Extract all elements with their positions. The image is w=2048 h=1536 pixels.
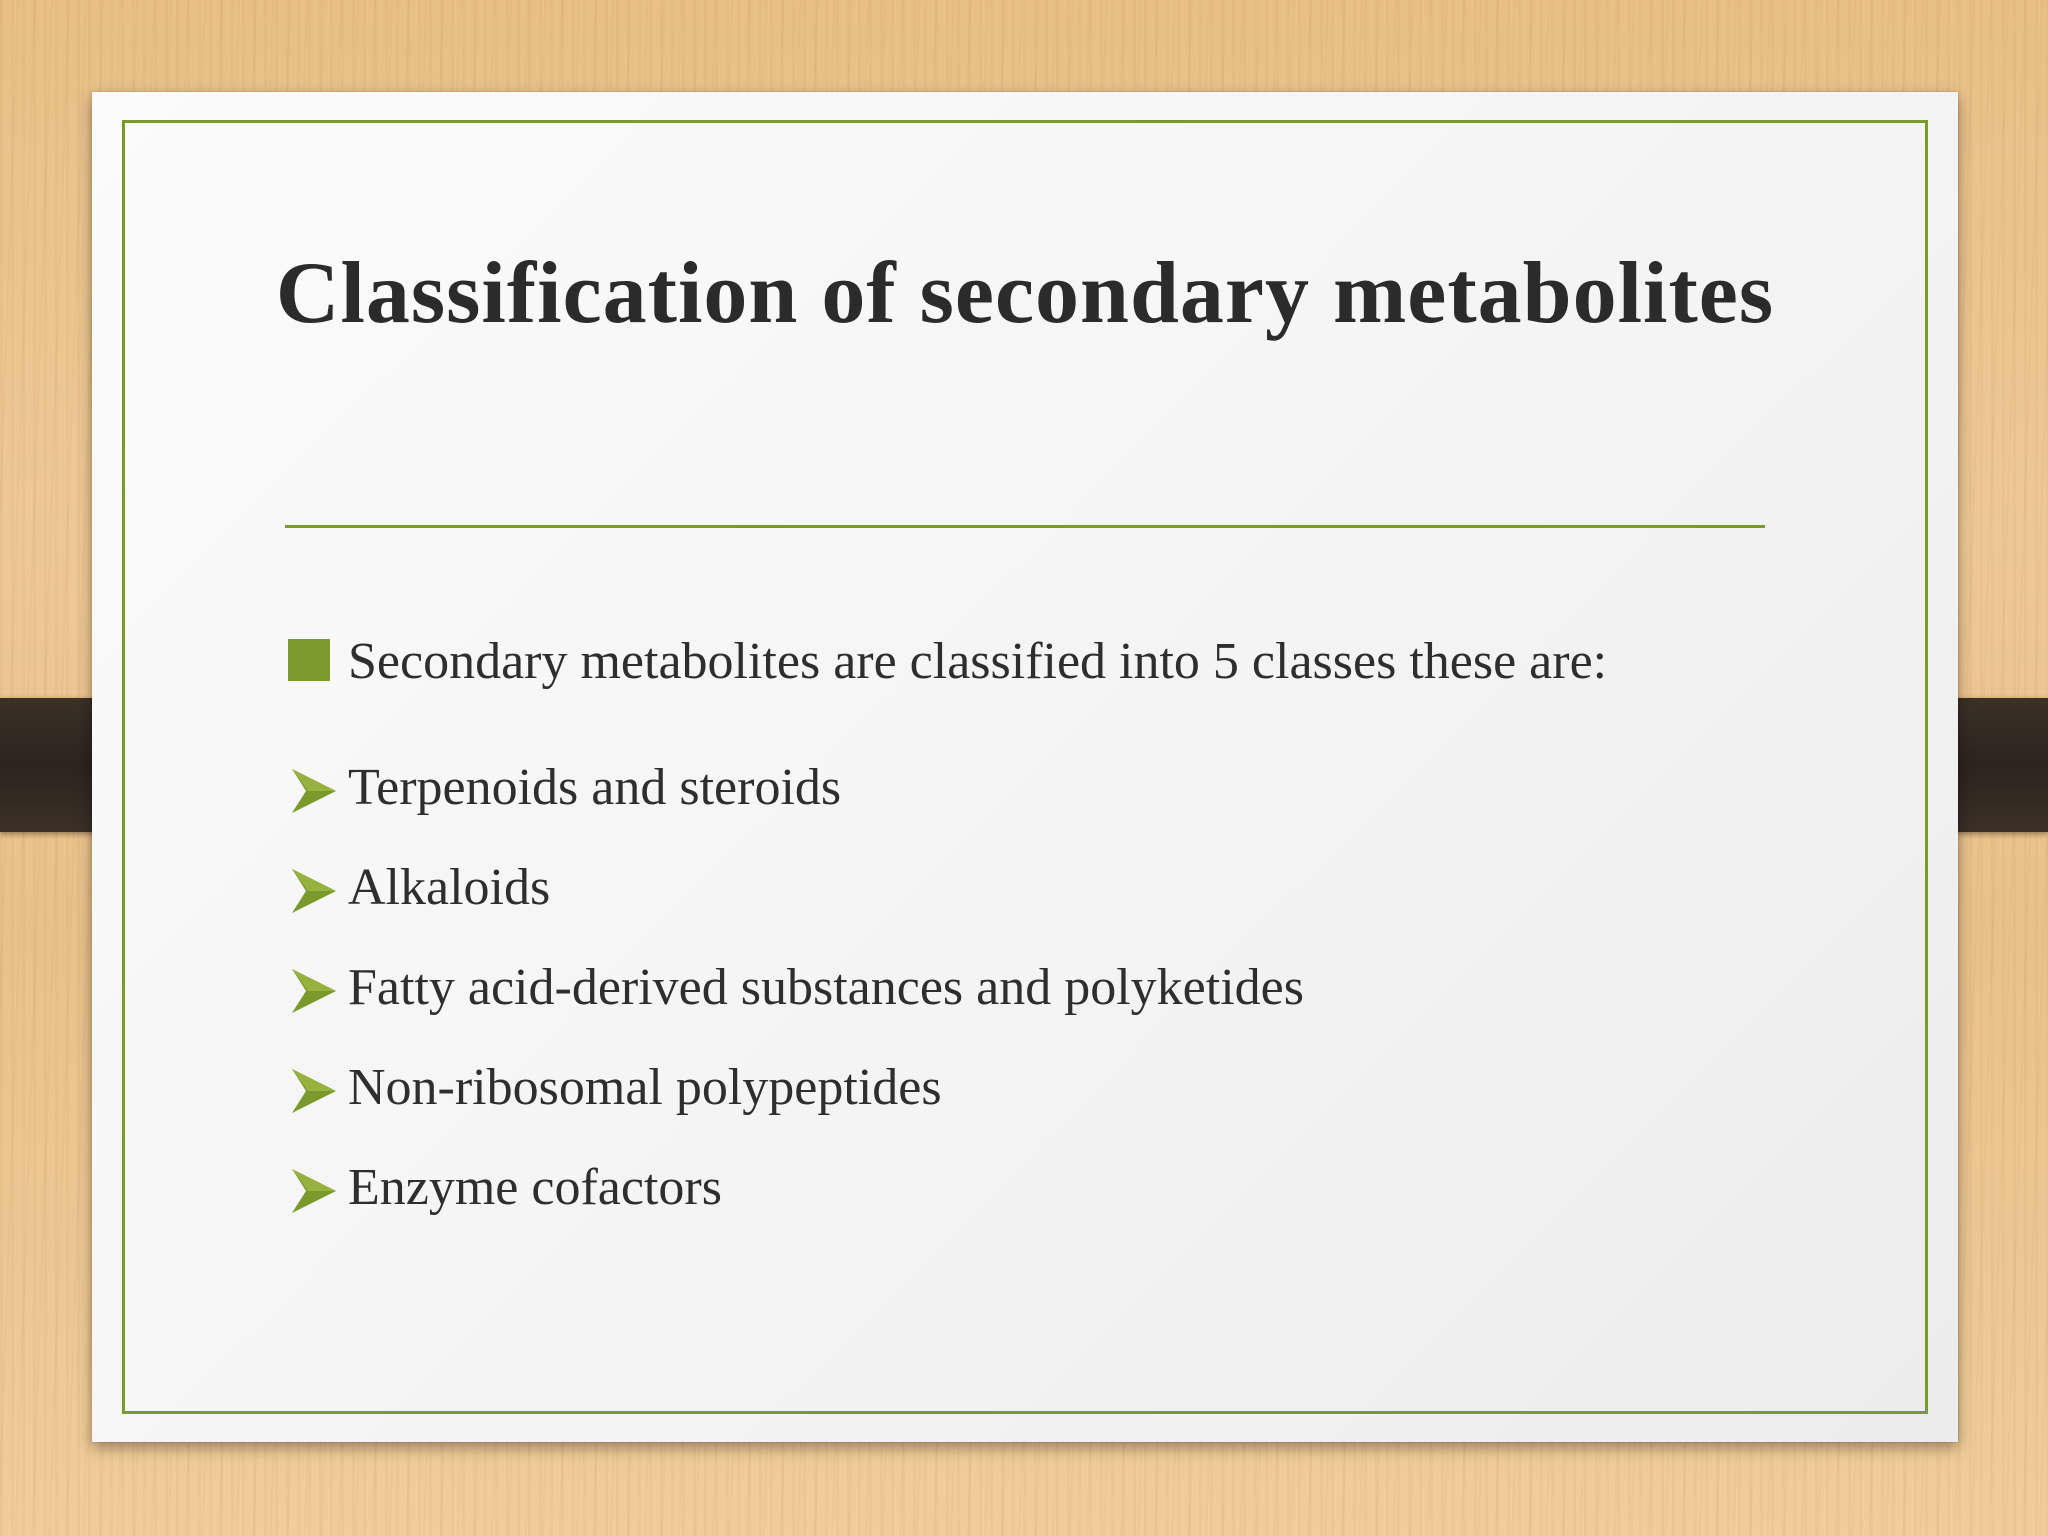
square-bullet-icon [288, 639, 330, 681]
list-item-text: Alkaloids [348, 859, 551, 916]
list-item [288, 1055, 1768, 1155]
arrow-bullet-icon [288, 1065, 340, 1117]
intro-item [288, 629, 1768, 695]
bullet-list [288, 633, 1768, 1255]
list-item [288, 855, 1768, 955]
list-item [288, 755, 1768, 855]
slide-card [92, 92, 1958, 1442]
list-item-text: Terpenoids and steroids [348, 759, 842, 816]
list-item-text: Enzyme cofactors [348, 1159, 722, 1216]
list-item [288, 1155, 1768, 1255]
intro-text: Secondary metabolites are classified into 5 classes these are: [348, 633, 1608, 690]
list-item-text: Non-ribosomal polypeptides [348, 1059, 942, 1116]
arrow-bullet-icon [288, 965, 340, 1017]
list-item [288, 955, 1768, 1055]
title-divider [285, 525, 1765, 528]
arrow-bullet-icon [288, 765, 340, 817]
list-item-text: Fatty acid-derived substances and polyketides [348, 959, 1304, 1016]
arrow-bullet-icon [288, 865, 340, 917]
arrow-bullet-icon [288, 1165, 340, 1217]
slide-title: Classification of secondary metabolites [275, 245, 1775, 342]
